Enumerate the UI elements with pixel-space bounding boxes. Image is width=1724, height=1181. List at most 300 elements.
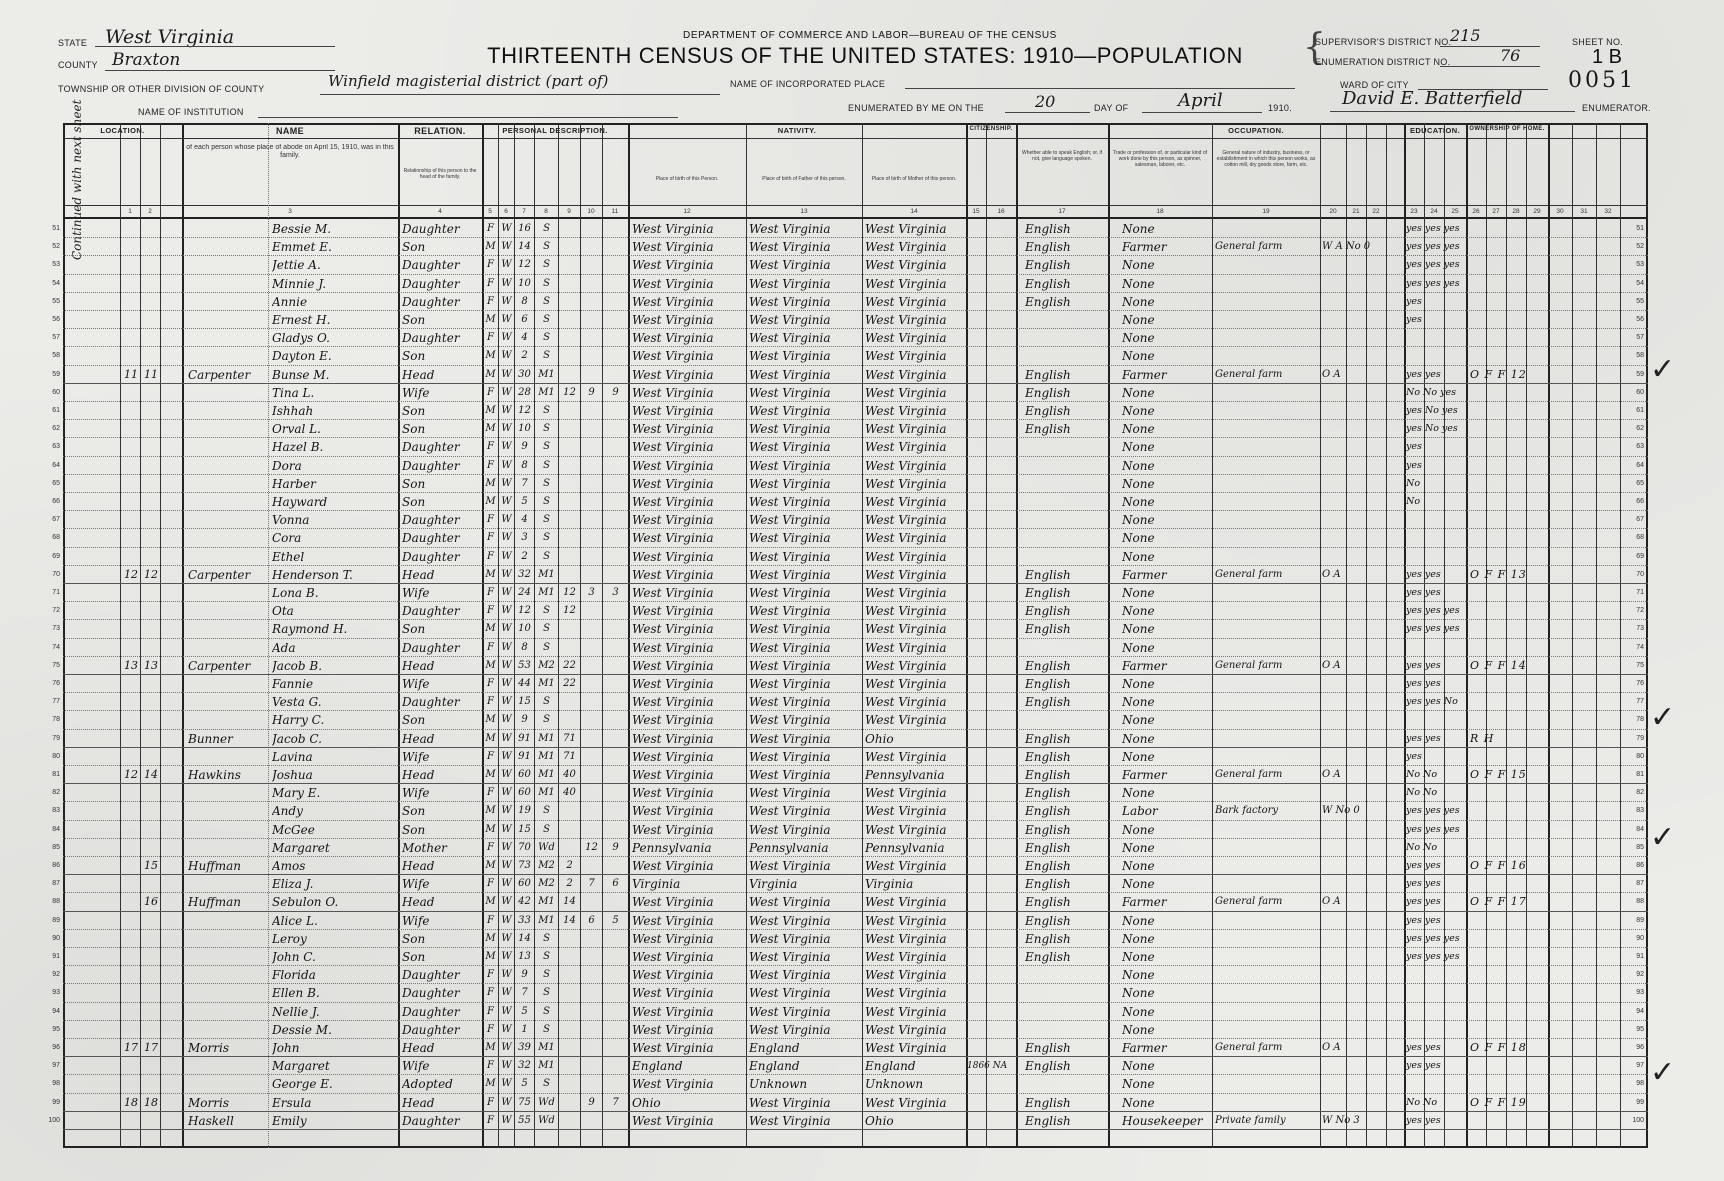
cell-own: O F F 17	[1470, 895, 1527, 909]
cell-bp: West Virginia	[632, 913, 714, 928]
page-title: THIRTEENTH CENSUS OF THE UNITED STATES: 1910—POPULATION	[487, 43, 1243, 68]
cell-rel: Wife	[402, 913, 430, 928]
cell-trade: None	[1122, 1095, 1155, 1110]
cell-trade: None	[1122, 313, 1155, 327]
cell-fam: 16	[144, 895, 158, 909]
cell-own: O F F 15	[1470, 768, 1527, 781]
cell-sex: M	[485, 368, 496, 380]
cell-bp: West Virginia	[632, 258, 714, 273]
department-line: DEPARTMENT OF COMMERCE AND LABOR—BUREAU OF THE CENSUS	[683, 30, 1057, 41]
institution-label: NAME OF INSTITUTION	[138, 107, 244, 117]
cell-cl: 6	[612, 878, 619, 890]
cell-sex: M	[485, 405, 496, 416]
column-number: 30	[1556, 208, 1564, 215]
line-number-left: 56	[52, 316, 60, 323]
column-number: 7	[522, 208, 526, 215]
cell-age: 5	[521, 496, 528, 507]
header-brace: {	[1303, 27, 1326, 68]
county-label: COUNTY	[58, 60, 98, 70]
line-number-left: 73	[52, 625, 60, 633]
language-column-note: Whether able to speak English; or, if not, give language spoken.	[1021, 150, 1103, 162]
cell-bm: West Virginia	[865, 640, 947, 655]
cell-ind: General farm	[1215, 368, 1283, 380]
line-number-right: 88	[1636, 898, 1644, 906]
column-number: 26	[1472, 208, 1480, 215]
line-number-right: 76	[1636, 680, 1644, 687]
cell-lang: English	[1025, 840, 1071, 855]
column-number: 15	[972, 208, 980, 215]
cell-bp: West Virginia	[632, 786, 714, 801]
cell-age: 9	[521, 714, 528, 726]
county-value: Braxton	[112, 50, 181, 70]
cell-bm: West Virginia	[865, 531, 947, 546]
cell-ms: M1	[538, 787, 555, 799]
line-number-left: 71	[52, 589, 60, 596]
cell-trade: None	[1122, 822, 1155, 837]
cell-given: Bunse M.	[272, 367, 330, 382]
column-number: 28	[1512, 208, 1520, 215]
cell-edu: yes yes	[1406, 878, 1441, 890]
cell-age: 7	[521, 987, 528, 999]
cell-emp: W No 0	[1322, 805, 1360, 817]
cell-ms: S	[543, 951, 550, 962]
cell-edu: yes yes yes	[1406, 823, 1460, 835]
enumerated-day: 20	[1035, 92, 1056, 111]
cell-age: 15	[518, 823, 531, 835]
cell-given: Vonna	[272, 513, 310, 528]
line-number-left: 60	[52, 388, 60, 396]
cell-bm: West Virginia	[865, 440, 947, 455]
cell-trade: None	[1122, 640, 1155, 655]
cell-rel: Son	[402, 476, 426, 491]
cell-bf: Unknown	[749, 1077, 808, 1092]
line-number-right: 73	[1636, 625, 1644, 633]
cell-rel: Daughter	[402, 440, 460, 455]
cell-given: Alice L.	[272, 913, 318, 928]
industry-column-note: General nature of industry, business, or establishment in which this person works, as cotton mill, dry goods store, farm, etc.	[1216, 150, 1316, 168]
cell-bf: West Virginia	[749, 404, 831, 418]
cell-ms: S	[543, 223, 550, 234]
line-number-left: 79	[52, 734, 60, 742]
cell-race: W	[501, 1078, 512, 1090]
cell-age: 10	[518, 623, 531, 635]
cell-ms: S	[543, 987, 550, 999]
cell-race: W	[501, 350, 512, 362]
cell-race: W	[501, 314, 512, 325]
cell-given: Minnie J.	[272, 276, 327, 291]
cell-ms: S	[543, 350, 550, 362]
col-line	[140, 123, 141, 1148]
cell-bp: West Virginia	[632, 986, 714, 1001]
cell-given: George E.	[272, 1077, 333, 1092]
cell-yrs: 71	[563, 750, 576, 762]
cell-bm: West Virginia	[865, 695, 947, 710]
cell-trade: Farmer	[1122, 367, 1167, 382]
cell-bp: Pennsylvania	[632, 840, 712, 855]
cell-edu: No No	[1406, 787, 1438, 799]
line-number-right: 87	[1636, 880, 1644, 888]
cell-bm: West Virginia	[865, 422, 947, 437]
cell-ms: M1	[538, 587, 555, 598]
cell-bp: West Virginia	[632, 240, 714, 255]
cell-sex: F	[487, 678, 494, 689]
cell-given: Margaret	[272, 1059, 330, 1074]
cell-bp: West Virginia	[632, 859, 714, 873]
cell-emp: W No 3	[1322, 1114, 1360, 1126]
cell-bf: West Virginia	[749, 640, 831, 655]
line-number-right: 63	[1636, 443, 1644, 451]
cell-given: Ellen B.	[272, 986, 320, 1001]
cell-trade: None	[1122, 495, 1155, 509]
cell-race: W	[501, 878, 512, 890]
cell-bp: West Virginia	[632, 476, 714, 491]
cell-bf: West Virginia	[749, 950, 831, 964]
cell-yrs: 40	[563, 787, 576, 799]
cell-rel: Wife	[402, 877, 430, 892]
cell-rel: Daughter	[402, 1113, 460, 1128]
cell-bp: West Virginia	[632, 276, 714, 291]
cell-age: 7	[521, 477, 528, 489]
township-label: TOWNSHIP OR OTHER DIVISION OF COUNTY	[58, 84, 265, 94]
cell-ms: M1	[538, 896, 555, 908]
cell-trade: None	[1122, 859, 1155, 873]
cell-bm: West Virginia	[865, 294, 947, 309]
cell-sex: M	[485, 659, 496, 671]
line-number-left: 72	[52, 607, 60, 615]
line-number-left: 89	[52, 916, 60, 924]
cell-rel: Head	[402, 367, 435, 382]
cell-rel: Daughter	[402, 695, 460, 710]
cell-yrs: 2	[566, 860, 573, 871]
cell-ind: Private family	[1215, 1114, 1286, 1126]
cell-race: W	[501, 1060, 512, 1072]
cell-sex: F	[487, 441, 494, 453]
cell-trade: Farmer	[1122, 895, 1167, 910]
enumerated-label: ENUMERATED BY ME ON THE	[848, 103, 984, 113]
cell-bp: West Virginia	[632, 440, 714, 455]
cell-ind: General farm	[1215, 896, 1283, 908]
cell-given: Eliza J.	[272, 877, 314, 892]
cell-rel: Daughter	[402, 549, 460, 564]
cell-sur: Huffman	[188, 859, 241, 873]
cell-bp: West Virginia	[632, 222, 714, 236]
cell-bf: West Virginia	[749, 549, 831, 564]
line-number-right: 91	[1636, 953, 1644, 960]
line-number-right: 74	[1636, 643, 1644, 651]
cell-trade: None	[1122, 476, 1155, 491]
cell-race: W	[501, 423, 512, 435]
cell-race: W	[501, 841, 512, 853]
cell-ms: S	[543, 932, 550, 944]
state-value: West Virginia	[105, 26, 235, 48]
cell-dw: 17	[124, 1041, 138, 1054]
cell-trade: Farmer	[1122, 1041, 1167, 1055]
cell-bp: West Virginia	[632, 531, 714, 546]
cell-race: W	[501, 496, 512, 507]
cell-given: Dora	[272, 458, 302, 473]
col-line	[1320, 123, 1321, 1148]
cell-race: W	[501, 386, 512, 398]
cell-age: 42	[518, 896, 531, 908]
cell-dw: 12	[124, 768, 138, 781]
incorporated-underline	[905, 88, 1295, 89]
cell-race: W	[501, 623, 512, 635]
cell-bm: West Virginia	[865, 240, 947, 255]
cell-bf: West Virginia	[749, 513, 831, 528]
cell-ms: M1	[538, 678, 555, 689]
line-number-right: 79	[1636, 734, 1644, 742]
cell-ms: S	[543, 805, 550, 817]
cell-race: W	[501, 787, 512, 799]
cell-ch: 12	[585, 841, 598, 853]
cell-age: 8	[521, 295, 528, 307]
cell-rel: Head	[402, 1095, 435, 1110]
cell-yrs: 14	[563, 896, 576, 908]
cell-ms: S	[543, 332, 550, 344]
column-number: 5	[488, 208, 492, 215]
cell-trade: None	[1122, 258, 1155, 273]
cell-age: 4	[521, 514, 528, 526]
check-mark: ✓	[1650, 700, 1676, 735]
cell-bf: West Virginia	[749, 476, 831, 491]
column-number: 22	[1372, 208, 1380, 215]
cell-sur: Morris	[188, 1041, 229, 1055]
cell-trade: Farmer	[1122, 240, 1167, 255]
line-number-right: 64	[1636, 461, 1644, 469]
col-line	[1526, 123, 1527, 1148]
cell-trade: None	[1122, 786, 1155, 801]
cell-ind: General farm	[1215, 568, 1283, 580]
cell-bf: West Virginia	[749, 1113, 831, 1128]
cell-rel: Daughter	[402, 294, 460, 309]
cell-lang: English	[1025, 1095, 1071, 1110]
cell-given: Joshua	[272, 768, 313, 782]
cell-age: 15	[518, 696, 531, 708]
cell-age: 8	[521, 459, 528, 471]
cell-given: Annie	[272, 294, 308, 309]
cell-ms: S	[543, 714, 550, 726]
cell-ms: S	[543, 641, 550, 653]
cell-bp: West Virginia	[632, 294, 714, 309]
cell-bm: Pennsylvania	[865, 840, 945, 855]
col-line	[1346, 123, 1347, 1148]
cell-age: 10	[518, 277, 531, 289]
cell-race: W	[501, 1096, 512, 1108]
cell-bf: West Virginia	[749, 677, 831, 691]
cell-edu: yes	[1406, 459, 1422, 471]
cell-bf: West Virginia	[749, 749, 831, 764]
col-line	[986, 123, 987, 1148]
cell-emp: W A No 0	[1322, 241, 1371, 253]
cell-bp: West Virginia	[632, 931, 714, 946]
cell-bm: West Virginia	[865, 495, 947, 509]
cell-age: 4	[521, 332, 528, 344]
line-number-right: 62	[1636, 425, 1644, 433]
cell-edu: yes yes	[1406, 659, 1441, 671]
cell-bm: West Virginia	[865, 986, 947, 1001]
cell-age: 5	[521, 1005, 528, 1017]
cell-bm: West Virginia	[865, 749, 947, 764]
cell-sur: Morris	[188, 1095, 229, 1110]
cell-trade: Farmer	[1122, 768, 1167, 782]
cell-sex: M	[485, 714, 496, 726]
column-number: 27	[1492, 208, 1500, 215]
cell-given: Dayton E.	[272, 349, 332, 364]
cell-ms: S	[543, 259, 550, 271]
cell-bp: West Virginia	[632, 313, 714, 327]
line-number-left: 93	[52, 989, 60, 997]
cell-bm: West Virginia	[865, 586, 947, 600]
line-number-left: 98	[52, 1080, 60, 1088]
cell-ms: M1	[538, 368, 555, 380]
line-number-right: 94	[1636, 1007, 1644, 1015]
cell-bf: West Virginia	[749, 1095, 831, 1110]
col-line	[1548, 123, 1550, 1148]
cell-race: W	[501, 714, 512, 726]
line-number-right: 89	[1636, 916, 1644, 924]
cell-bp: West Virginia	[632, 1041, 714, 1055]
cell-race: W	[501, 332, 512, 344]
col-line	[1620, 123, 1621, 1148]
cell-cl: 7	[612, 1096, 619, 1108]
cell-edu: yes yes	[1406, 678, 1441, 689]
cell-bp: Ohio	[632, 1095, 661, 1110]
cell-sex: M	[485, 951, 496, 962]
cell-edu: yes yes No	[1406, 696, 1458, 708]
cell-rel: Wife	[402, 586, 430, 600]
cell-bf: West Virginia	[749, 1004, 831, 1019]
cell-lang: English	[1025, 749, 1071, 764]
cell-sex: M	[485, 623, 496, 635]
cell-ms: M1	[538, 568, 555, 580]
cell-race: W	[501, 477, 512, 489]
cell-trade: None	[1122, 349, 1155, 364]
cell-race: W	[501, 1005, 512, 1017]
cell-given: Nellie J.	[272, 1004, 320, 1019]
section-education: EDUCATION.	[1409, 126, 1461, 135]
cell-rel: Wife	[402, 385, 430, 400]
line-number-left: 100	[48, 1116, 60, 1124]
cell-bm: West Virginia	[865, 349, 947, 364]
cell-sex: F	[487, 787, 494, 799]
cell-lang: English	[1025, 768, 1071, 782]
cell-sex: M	[485, 350, 496, 362]
cell-ind: General farm	[1215, 241, 1283, 253]
cell-edu: yes yes yes	[1406, 223, 1460, 234]
cell-race: W	[501, 932, 512, 944]
cell-own: O F F 19	[1470, 1095, 1527, 1109]
cell-bp: West Virginia	[632, 768, 714, 782]
line-number-left: 96	[52, 1044, 60, 1051]
line-number-left: 63	[52, 443, 60, 451]
cell-bf: West Virginia	[749, 658, 831, 673]
cell-race: W	[501, 441, 512, 453]
cell-rel: Son	[402, 713, 426, 728]
cell-trade: None	[1122, 604, 1155, 619]
cell-edu: yes yes	[1406, 914, 1441, 926]
cell-sex: F	[487, 332, 494, 344]
cell-race: W	[501, 750, 512, 762]
cell-rel: Son	[402, 931, 426, 946]
cell-fam: 11	[144, 367, 158, 381]
line-number-right: 65	[1636, 479, 1644, 487]
cell-edu: No No yes	[1406, 386, 1456, 398]
day-of-label: DAY OF	[1094, 103, 1129, 113]
cell-lang: English	[1025, 677, 1071, 691]
cell-bm: West Virginia	[865, 604, 947, 619]
cell-rel: Wife	[402, 677, 430, 691]
supervisor-value: 215	[1450, 26, 1481, 45]
cell-bp: West Virginia	[632, 677, 714, 691]
cell-given: Emmet E.	[272, 240, 332, 255]
enumeration-label: ENUMERATION DISTRICT NO.	[1315, 57, 1451, 67]
cell-given: Tina L.	[272, 385, 315, 400]
col-line	[1486, 123, 1487, 1148]
column-number: 31	[1580, 208, 1588, 215]
cell-bm: West Virginia	[865, 713, 947, 728]
cell-race: W	[501, 223, 512, 234]
cell-given: Ada	[272, 640, 296, 655]
cell-age: 24	[518, 587, 531, 598]
cell-ch: 3	[588, 587, 595, 598]
line-number-right: 68	[1636, 534, 1644, 542]
col-line	[558, 123, 559, 1148]
cell-ms: M1	[538, 1042, 555, 1053]
month-underline	[1142, 112, 1262, 113]
cell-sur: Huffman	[188, 895, 241, 910]
cell-lang: English	[1025, 586, 1071, 600]
cell-age: 60	[518, 787, 531, 799]
cell-age: 2	[521, 350, 528, 362]
section-ownership: OWNERSHIP OF HOME.	[1469, 126, 1545, 132]
column-number: 3	[288, 208, 292, 215]
cell-age: 39	[518, 1042, 531, 1053]
cell-sex: F	[487, 532, 494, 544]
cell-rel: Adopted	[402, 1077, 453, 1092]
cell-ms: Wd	[538, 1096, 555, 1108]
cell-rel: Daughter	[402, 1004, 460, 1019]
cell-ms: M1	[538, 769, 555, 780]
line-number-right: 78	[1636, 716, 1644, 724]
cell-trade: Farmer	[1122, 658, 1167, 673]
cell-rel: Son	[402, 804, 426, 819]
line-number-right: 96	[1636, 1044, 1644, 1051]
line-number-right: 81	[1636, 771, 1644, 778]
col-line	[746, 123, 747, 1148]
cell-sex: F	[487, 1096, 494, 1108]
cell-bp: West Virginia	[632, 895, 714, 910]
column-number: 12	[683, 208, 691, 215]
line-number-right: 95	[1636, 1025, 1644, 1033]
line-number-right: 61	[1636, 407, 1644, 414]
cell-dw: 13	[124, 658, 138, 672]
cell-bm: West Virginia	[865, 258, 947, 273]
cell-sex: F	[487, 969, 494, 981]
cell-yrs: 2	[566, 878, 573, 890]
enumerator-name: David E. Batterfield	[1342, 88, 1523, 109]
cell-bm: Unknown	[865, 1077, 924, 1092]
cell-bm: West Virginia	[865, 458, 947, 473]
cell-ms: S	[543, 441, 550, 453]
cell-edu: yes yes yes	[1406, 277, 1460, 289]
cell-bf: West Virginia	[749, 367, 831, 382]
line-number-left: 59	[52, 370, 60, 378]
cell-bp: West Virginia	[632, 385, 714, 400]
cell-ms: M1	[538, 1060, 555, 1072]
section-header-line	[63, 138, 1648, 139]
cell-bm: Ohio	[865, 731, 894, 746]
cell-bf: Pennsylvania	[749, 840, 829, 855]
